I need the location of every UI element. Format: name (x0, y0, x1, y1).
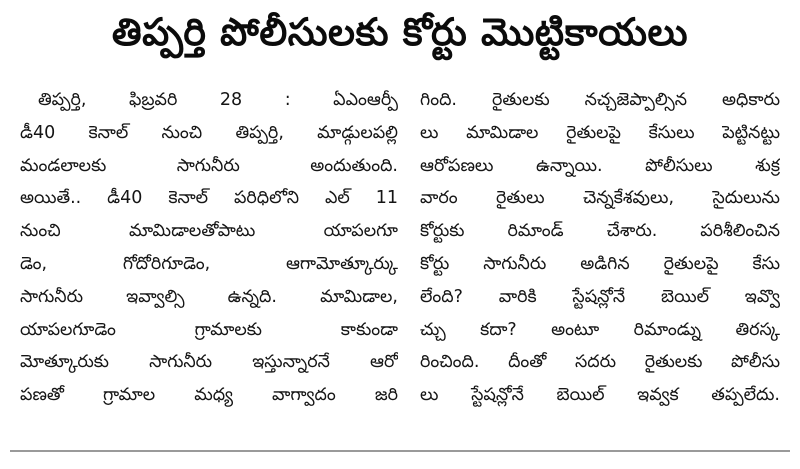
left-column (20, 84, 398, 412)
body-line: మోత్కూరుకు సాగునీరు ఇస్తున్నారనే ఆరో (20, 352, 398, 373)
body-line: యాపలగూడెం గ్రామాలకు కాకుండా (20, 319, 398, 340)
body-line: కోర్టు సాగునీరు అడిగిన రైతులపై కేసు (420, 253, 780, 274)
headline: తిప్పర్తి పోలీసులకు కోర్టు మొట్టికాయలు (111, 10, 689, 54)
body-line: లేంది? వారికి స్టేషన్లోనే బెయిల్ ఇవ్వొ (420, 286, 780, 307)
body-line: రించింది. దీంతో సదరు రైతులకు పోలీసు (420, 352, 780, 373)
body-line: డెం, గోదోరిగూడెం, ఆగామోత్కూర్కు (20, 253, 398, 274)
body-line: పణతో గ్రామాల మధ్య వాగ్వాదం జరి (20, 385, 398, 406)
body-line: గింది. రైతులకు నచ్చజెప్పాల్సిన అధికారు (420, 90, 780, 110)
body-line: సాగునీరు ఇవ్వాల్సి ఉన్నది. మామిడాల, (20, 286, 398, 307)
right-column (420, 84, 780, 412)
body-line: నుంచి మామిడాలతోపాటు యాపలగూ (20, 221, 398, 242)
body-line: డీ40 కెనాల్ నుంచి తిప్పర్తి, మాడ్గులపల్లి (20, 122, 398, 143)
body-line: లు మామిడాల రైతులపై కేసులు పెట్టినట్టు (420, 122, 780, 143)
body-line: లు స్టేషన్లోనే బెయిల్ ఇవ్వక తప్పలేదు. (420, 385, 780, 406)
body-line: తిప్పర్తి, ఫిబ్రవరి 28 : ఏఎంఆర్పీ (38, 90, 398, 110)
body-line: చ్చు కదా? అంటూ రిమాండ్ను తిరస్క (420, 319, 780, 340)
body-line: వారం రైతులు చెన్నకేశవులు, సైదులును (420, 188, 780, 209)
body-line: అయితే.. డీ40 కెనాల్ పరిధిలోని ఎల్ 11 (20, 188, 398, 209)
body-line: కోర్టుకు రిమాండ్ చేశారు. పరిశీలించిన (420, 221, 780, 242)
body-line: ఆరోపణలు ఉన్నాయి. పోలీసులు శుక్ర (420, 155, 780, 176)
body-line: మండలాలకు సాగునీరు అందుతుంది. (20, 155, 398, 176)
bottom-rule (10, 450, 790, 452)
